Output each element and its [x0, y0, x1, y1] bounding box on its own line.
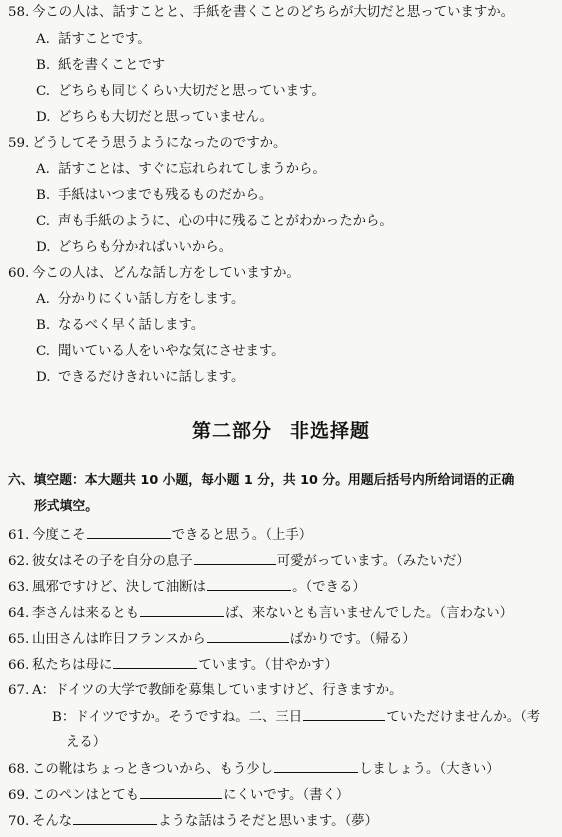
question-64: 64. 李さんは来るとも ば、来ないとも言いませんでした。（言わない） [0, 602, 562, 624]
option-59-d: D. どちらも分かればいいから。 [36, 240, 233, 255]
answer-blank[interactable] [113, 654, 197, 669]
question-63: 63. 風邪ですけど、決して油断は 。（できる） [0, 576, 562, 598]
section-name: 非选择题 [290, 420, 371, 442]
question-61: 61. 今度こそ できると思う。（上手） [0, 524, 562, 546]
answer-blank[interactable] [140, 602, 224, 617]
option-60-d: D. できるだけきれいに話します。 [36, 370, 245, 385]
question-59 [0, 133, 562, 155]
instructions-line-1: 六、填空题：本大题共 10 小题，每小题 1 分，共 10 分。用题后括号内所给词语的正确 [8, 473, 515, 488]
question-text: 今この人は、話すことと、手紙を書くことのどちらが大切だと思っていますか。 [32, 5, 515, 20]
option-58-c: C. どちらも同じくらい大切だと思っています。 [36, 84, 325, 99]
answer-blank[interactable] [207, 628, 289, 643]
question-text: どうしてそう思うようになったのですか。 [32, 136, 287, 151]
question-68: 68. この靴はちょっときついから、もう少し しましょう。（大きい） [0, 758, 562, 780]
question-69: 69. このペンはとても にくいです。（書く） [0, 784, 562, 806]
option-59-a: A. 話すことは、すぐに忘れられてしまうから。 [36, 162, 326, 177]
option-58-d: D. どちらも大切だと思っていません。 [36, 110, 274, 125]
question-number: 60. [8, 266, 30, 281]
answer-blank[interactable] [194, 550, 276, 565]
section-part: 第二部分 [191, 420, 272, 442]
question-67-b-cont: える） [66, 735, 107, 750]
answer-blank[interactable] [140, 784, 222, 799]
question-62: 62. 彼女はその子を自分の息子 可愛がっています。（みたいだ） [0, 550, 562, 572]
option-59-b: B. 手紙はいつまでも残るものだから。 [36, 188, 273, 203]
option-58-b: B. 紙を書くことです [36, 58, 166, 73]
question-70: 70. そんな ような話はうそだと思います。（夢） [0, 810, 562, 832]
question-65: 65. 山田さんは昨日フランスから ばかりです。（帰る） [0, 628, 562, 650]
question-number: 59. [8, 136, 30, 151]
answer-blank[interactable] [274, 758, 358, 773]
question-number: 58. [8, 5, 30, 20]
question-67-b: B：ドイツですか。そうですね。二、三日 ていただけませんか。（考 [0, 706, 562, 728]
question-66: 66. 私たちは母に ています。（甘やかす） [0, 654, 562, 676]
option-60-b: B. なるべく早く話します。 [36, 318, 205, 333]
option-59-c: C. 声も手紙のように、心の中に残ることがわかったから。 [36, 214, 393, 229]
answer-blank[interactable] [73, 810, 157, 825]
question-67: 67. A：ドイツの大学で教師を募集していますけど、行きますか。 [8, 683, 403, 698]
question-58 [0, 2, 562, 24]
option-60-a: A. 分かりにくい話し方をします。 [36, 292, 245, 307]
section-heading [0, 416, 562, 443]
instructions-line-2: 形式填空。 [34, 499, 98, 514]
answer-blank[interactable] [207, 576, 291, 591]
answer-blank[interactable] [303, 706, 385, 721]
option-60-c: C. 聞いている人をいやな気にさせます。 [36, 344, 285, 359]
option-58-a: A. 話すことです。 [36, 32, 151, 47]
question-text: 今この人は、どんな話し方をしていますか。 [32, 266, 300, 281]
question-60 [0, 263, 562, 285]
answer-blank[interactable] [87, 524, 171, 539]
